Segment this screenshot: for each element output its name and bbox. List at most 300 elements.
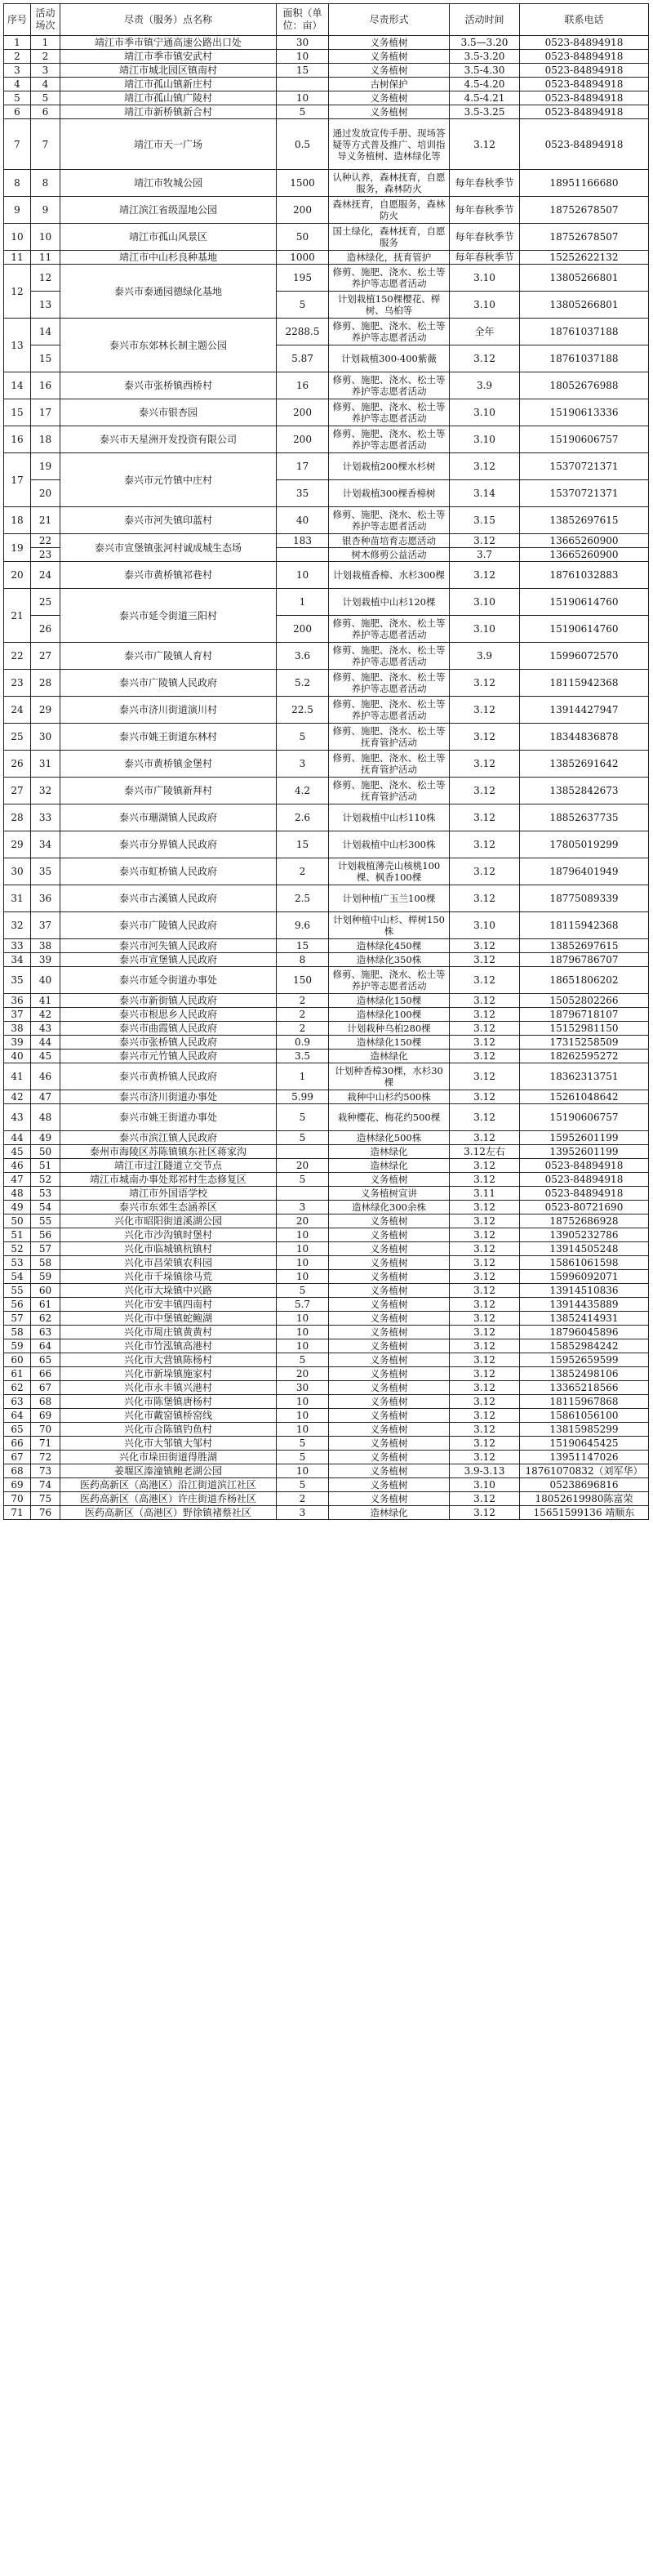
area-cell: 200 [277, 197, 329, 224]
table-row [4, 912, 649, 939]
session-cell: 21 [31, 507, 60, 534]
time-cell: 3.12 [450, 1409, 520, 1423]
location-cell: 泰兴市广陵镇人民政府 [60, 912, 277, 939]
area-cell: 10 [277, 1339, 329, 1353]
area-cell: 17 [277, 453, 329, 480]
area-cell: 10 [277, 562, 329, 589]
location-cell: 靖江市城南办事处郑祁村生态修复区 [60, 1173, 277, 1187]
area-cell: 10 [277, 1270, 329, 1284]
form-cell: 计划种香樟30棵，水杉30棵 [329, 1063, 450, 1090]
location-cell: 泰兴市泰通园德绿化基地 [60, 265, 277, 319]
phone-cell: 13852691642 [520, 751, 649, 778]
form-cell: 修剪、施肥、浇水、松土等养护等志愿者活动 [329, 967, 450, 994]
area-cell: 2.6 [277, 804, 329, 831]
seq-cell: 17 [4, 453, 31, 507]
time-cell: 3.12 [450, 831, 520, 858]
seq-cell: 21 [4, 589, 31, 643]
area-cell: 5 [277, 1173, 329, 1187]
area-cell: 2 [277, 994, 329, 1008]
time-cell: 3.12 [450, 562, 520, 589]
time-cell: 3.10 [450, 1478, 520, 1492]
form-cell: 计划栽种乌桕280棵 [329, 1022, 450, 1036]
area-cell: 2 [277, 858, 329, 885]
table-row [4, 453, 649, 480]
table-row [4, 1256, 649, 1270]
seq-cell: 69 [4, 1478, 31, 1492]
location-cell: 泰兴市银杏园 [60, 399, 277, 426]
form-cell: 修剪、施肥、浇水、松土等养护等志愿者活动 [329, 697, 450, 724]
form-cell: 计划种植广玉兰100棵 [329, 885, 450, 912]
session-cell: 45 [31, 1050, 60, 1063]
session-cell: 55 [31, 1214, 60, 1228]
area-cell: 3 [277, 1506, 329, 1520]
phone-cell: 13914510836 [520, 1284, 649, 1298]
table-row [4, 1506, 649, 1520]
form-cell: 造林绿化 [329, 1506, 450, 1520]
table-row [4, 36, 649, 50]
seq-cell: 34 [4, 953, 31, 967]
form-cell: 义务植树 [329, 1270, 450, 1284]
phone-cell: 0523-80721690 [520, 1201, 649, 1214]
location-cell: 泰兴市珊湖镇人民政府 [60, 804, 277, 831]
seq-cell: 14 [4, 372, 31, 399]
form-cell: 修剪、施肥、浇水、松土等养护等志愿者活动 [329, 616, 450, 643]
session-cell: 32 [31, 778, 60, 804]
area-cell: 10 [277, 1326, 329, 1339]
form-cell: 造林绿化150棵 [329, 1036, 450, 1050]
time-cell: 3.12 [450, 534, 520, 548]
volunteer-tree-planting-table [3, 3, 649, 1520]
location-cell: 靖江市城北园区镇南村 [60, 64, 277, 78]
header-area: 面积（单位：亩） [277, 4, 329, 36]
time-cell: 3.12 [450, 1312, 520, 1326]
form-cell: 计划种植中山杉、榉树150株 [329, 912, 450, 939]
phone-cell: 15190645425 [520, 1437, 649, 1451]
session-cell: 73 [31, 1464, 60, 1478]
form-cell: 义务植树 [329, 91, 450, 105]
form-cell: 义务植树 [329, 1395, 450, 1409]
seq-cell: 8 [4, 170, 31, 197]
session-cell: 41 [31, 994, 60, 1008]
session-cell: 61 [31, 1298, 60, 1312]
time-cell: 3.12 [450, 1395, 520, 1409]
form-cell: 义务植树 [329, 1173, 450, 1187]
form-cell: 义务植树 [329, 1214, 450, 1228]
seq-cell: 33 [4, 939, 31, 953]
time-cell: 3.12 [450, 1381, 520, 1395]
location-cell: 靖江市孤山镇广陵村 [60, 91, 277, 105]
table-row [4, 751, 649, 778]
area-cell: 15 [277, 939, 329, 953]
session-cell: 43 [31, 1022, 60, 1036]
time-cell: 3.14 [450, 480, 520, 507]
area-cell: 50 [277, 224, 329, 251]
location-cell: 兴化市千垛镇徐马荒 [60, 1270, 277, 1284]
form-cell: 义务植树 [329, 1423, 450, 1437]
phone-cell: 18761037188 [520, 319, 649, 345]
phone-cell: 18761032883 [520, 562, 649, 589]
phone-cell: 0523-84894918 [520, 105, 649, 119]
table-row [4, 1312, 649, 1326]
area-cell: 30 [277, 1381, 329, 1395]
session-cell: 53 [31, 1187, 60, 1201]
time-cell: 3.12 [450, 1298, 520, 1312]
table-row [4, 1228, 649, 1242]
session-cell: 33 [31, 804, 60, 831]
session-cell: 22 [31, 534, 60, 548]
seq-cell: 19 [4, 534, 31, 562]
time-cell: 每年春秋季节 [450, 224, 520, 251]
session-cell: 52 [31, 1173, 60, 1187]
table-row [4, 724, 649, 751]
area-cell: 5 [277, 1437, 329, 1451]
table-row [4, 1367, 649, 1381]
seq-cell: 45 [4, 1145, 31, 1159]
area-cell: 5 [277, 724, 329, 751]
phone-cell: 18796786707 [520, 953, 649, 967]
table-row [4, 1131, 649, 1145]
location-cell: 靖江市外国语学校 [60, 1187, 277, 1201]
area-cell: 200 [277, 616, 329, 643]
form-cell: 银杏种苗培育志愿活动 [329, 534, 450, 548]
phone-cell: 13665260900 [520, 534, 649, 548]
session-cell: 59 [31, 1270, 60, 1284]
form-cell: 造林绿化500株 [329, 1131, 450, 1145]
phone-cell: 13665260900 [520, 548, 649, 562]
time-cell: 3.12 [450, 670, 520, 697]
session-cell: 48 [31, 1104, 60, 1131]
seq-cell: 58 [4, 1326, 31, 1339]
time-cell: 3.12 [450, 1284, 520, 1298]
location-cell: 泰兴市河失镇印蓝村 [60, 507, 277, 534]
time-cell: 3.12左右 [450, 1145, 520, 1159]
table-row [4, 319, 649, 345]
phone-cell: 15952659599 [520, 1353, 649, 1367]
time-cell: 3.5-3.20 [450, 50, 520, 64]
phone-cell: 15852984242 [520, 1339, 649, 1353]
location-cell: 泰兴市张桥镇西桥村 [60, 372, 277, 399]
time-cell: 3.5-3.25 [450, 105, 520, 119]
phone-cell: 15996072570 [520, 643, 649, 670]
session-cell: 66 [31, 1367, 60, 1381]
location-cell: 泰兴市古溪镇人民政府 [60, 885, 277, 912]
form-cell: 造林绿化300余株 [329, 1201, 450, 1214]
phone-cell: 18344836878 [520, 724, 649, 751]
seq-cell: 56 [4, 1298, 31, 1312]
phone-cell: 18752678507 [520, 224, 649, 251]
form-cell: 造林绿化 [329, 1050, 450, 1063]
phone-cell: 15052802266 [520, 994, 649, 1008]
table-row [4, 1284, 649, 1298]
form-cell: 义务植树 [329, 1478, 450, 1492]
phone-cell: 13914435889 [520, 1298, 649, 1312]
area-cell: 10 [277, 1228, 329, 1242]
phone-cell: 15252622132 [520, 251, 649, 265]
location-cell: 泰兴市宣堡镇张河村诚成城生态场 [60, 534, 277, 562]
table-row [4, 507, 649, 534]
time-cell: 3.12 [450, 119, 520, 170]
table-row [4, 1173, 649, 1187]
seq-cell: 28 [4, 804, 31, 831]
phone-cell: 05238696816 [520, 1478, 649, 1492]
table-row [4, 1409, 649, 1423]
session-cell: 76 [31, 1506, 60, 1520]
location-cell: 靖江市新桥镇新合村 [60, 105, 277, 119]
phone-cell: 15651599136 靖顺东 [520, 1506, 649, 1520]
area-cell: 1 [277, 589, 329, 616]
phone-cell: 18052676988 [520, 372, 649, 399]
phone-cell: 0523-84894918 [520, 1187, 649, 1201]
time-cell: 3.5-4.30 [450, 64, 520, 78]
phone-cell: 15190613336 [520, 399, 649, 426]
form-cell: 国土绿化，森林抚育，自愿服务 [329, 224, 450, 251]
table-row [4, 1090, 649, 1104]
location-cell: 泰兴市姚王街道办事处 [60, 1104, 277, 1131]
time-cell: 3.15 [450, 507, 520, 534]
seq-cell: 70 [4, 1492, 31, 1506]
table-row [4, 1201, 649, 1214]
form-cell: 造林绿化100棵 [329, 1008, 450, 1022]
location-cell: 泰兴市曲霞镇人民政府 [60, 1022, 277, 1036]
table-row [4, 1381, 649, 1395]
table-row [4, 251, 649, 265]
session-cell: 71 [31, 1437, 60, 1451]
table-row [4, 1423, 649, 1437]
seq-cell: 65 [4, 1423, 31, 1437]
location-cell: 靖江市季市镇宁通高速公路出口处 [60, 36, 277, 50]
seq-cell: 54 [4, 1270, 31, 1284]
area-cell: 183 [277, 534, 329, 548]
phone-cell: 0523-84894918 [520, 36, 649, 50]
seq-cell: 49 [4, 1201, 31, 1214]
phone-cell: 15190606757 [520, 1104, 649, 1131]
time-cell: 3.12 [450, 751, 520, 778]
table-row [4, 1298, 649, 1312]
time-cell: 3.12 [450, 953, 520, 967]
table-row [4, 1214, 649, 1228]
time-cell: 每年春秋季节 [450, 170, 520, 197]
seq-cell: 61 [4, 1367, 31, 1381]
area-cell: 5 [277, 292, 329, 319]
phone-cell: 17315258509 [520, 1036, 649, 1050]
area-cell: 5 [277, 1284, 329, 1298]
form-cell: 计划栽植中山杉120棵 [329, 589, 450, 616]
location-cell: 兴化市沙沟镇时堡村 [60, 1228, 277, 1242]
form-cell: 计划栽植300棵香樟树 [329, 480, 450, 507]
phone-cell: 0523-84894918 [520, 1159, 649, 1173]
session-cell: 24 [31, 562, 60, 589]
phone-cell: 18951166680 [520, 170, 649, 197]
form-cell: 义务植树 [329, 1256, 450, 1270]
area-cell: 10 [277, 1423, 329, 1437]
area-cell: 5.87 [277, 345, 329, 372]
area-cell: 0.5 [277, 119, 329, 170]
time-cell: 3.12 [450, 1242, 520, 1256]
form-cell: 义务植树 [329, 1437, 450, 1451]
seq-cell: 22 [4, 643, 31, 670]
seq-cell: 5 [4, 91, 31, 105]
phone-cell: 13365218566 [520, 1381, 649, 1395]
form-cell: 造林绿化150棵 [329, 994, 450, 1008]
form-cell: 义务植树 [329, 64, 450, 78]
location-cell: 泰兴市分界镇人民政府 [60, 831, 277, 858]
seq-cell: 27 [4, 778, 31, 804]
area-cell: 5.7 [277, 1298, 329, 1312]
session-cell: 49 [31, 1131, 60, 1145]
session-cell: 56 [31, 1228, 60, 1242]
form-cell: 栽种樱花、梅花约500棵 [329, 1104, 450, 1131]
session-cell: 23 [31, 548, 60, 562]
table-row [4, 697, 649, 724]
phone-cell: 13852697615 [520, 507, 649, 534]
location-cell: 兴化市安丰镇四南村 [60, 1298, 277, 1312]
seq-cell: 35 [4, 967, 31, 994]
seq-cell: 48 [4, 1187, 31, 1201]
seq-cell: 46 [4, 1159, 31, 1173]
session-cell: 10 [31, 224, 60, 251]
seq-cell: 71 [4, 1506, 31, 1520]
area-cell: 1000 [277, 251, 329, 265]
session-cell: 42 [31, 1008, 60, 1022]
session-cell: 3 [31, 64, 60, 78]
form-cell: 义务植树 [329, 1381, 450, 1395]
seq-cell: 44 [4, 1131, 31, 1145]
location-cell: 靖江市季市镇安武村 [60, 50, 277, 64]
table-row [4, 534, 649, 548]
area-cell: 40 [277, 507, 329, 534]
form-cell: 修剪、施肥、浇水、松土等抚育管护活动 [329, 724, 450, 751]
table-row [4, 1326, 649, 1339]
area-cell: 10 [277, 1395, 329, 1409]
time-cell: 3.5—3.20 [450, 36, 520, 50]
seq-cell: 2 [4, 50, 31, 64]
time-cell: 3.12 [450, 1256, 520, 1270]
session-cell: 37 [31, 912, 60, 939]
form-cell: 义务植树 [329, 1353, 450, 1367]
time-cell: 3.12 [450, 1492, 520, 1506]
session-cell: 51 [31, 1159, 60, 1173]
session-cell: 69 [31, 1409, 60, 1423]
seq-cell: 9 [4, 197, 31, 224]
seq-cell: 47 [4, 1173, 31, 1187]
seq-cell: 23 [4, 670, 31, 697]
time-cell: 4.5-4.21 [450, 91, 520, 105]
table-row [4, 589, 649, 616]
time-cell: 3.7 [450, 548, 520, 562]
table-row [4, 399, 649, 426]
seq-cell: 24 [4, 697, 31, 724]
form-cell: 义务植树 [329, 1228, 450, 1242]
time-cell: 3.11 [450, 1187, 520, 1201]
phone-cell: 18115942368 [520, 670, 649, 697]
form-cell: 义务植树 [329, 1312, 450, 1326]
area-cell: 3.5 [277, 1050, 329, 1063]
location-cell: 泰兴市延令街道办事处 [60, 967, 277, 994]
time-cell: 3.12 [450, 1008, 520, 1022]
seq-cell: 32 [4, 912, 31, 939]
phone-cell: 18651806202 [520, 967, 649, 994]
location-cell: 医药高新区（高港区）沿江街道滨江社区 [60, 1478, 277, 1492]
form-cell: 认种认养，森林抚育，自愿服务，森林防火 [329, 170, 450, 197]
session-cell: 1 [31, 36, 60, 50]
seq-cell: 59 [4, 1339, 31, 1353]
area-cell: 2 [277, 1492, 329, 1506]
session-cell: 5 [31, 91, 60, 105]
seq-cell: 4 [4, 78, 31, 91]
table-row [4, 197, 649, 224]
form-cell: 计划栽植200棵水杉树 [329, 453, 450, 480]
seq-cell: 20 [4, 562, 31, 589]
phone-cell: 18752678507 [520, 197, 649, 224]
phone-cell: 13805266801 [520, 292, 649, 319]
form-cell: 造林绿化，抚育管护 [329, 251, 450, 265]
session-cell: 20 [31, 480, 60, 507]
phone-cell: 0523-84894918 [520, 91, 649, 105]
area-cell: 20 [277, 1214, 329, 1228]
header-time: 活动时间 [450, 4, 520, 36]
area-cell: 10 [277, 91, 329, 105]
session-cell: 70 [31, 1423, 60, 1437]
seq-cell: 6 [4, 105, 31, 119]
time-cell: 3.12 [450, 1451, 520, 1464]
form-cell: 修剪、施肥、浇水、松土等养护等志愿者活动 [329, 372, 450, 399]
table-row [4, 1492, 649, 1506]
location-cell: 靖江滨江省级湿地公园 [60, 197, 277, 224]
session-cell: 67 [31, 1381, 60, 1395]
form-cell: 古树保护 [329, 78, 450, 91]
time-cell: 3.12 [450, 994, 520, 1008]
form-cell: 修剪、施肥、浇水、松土等养护等志愿者活动 [329, 319, 450, 345]
table-row [4, 105, 649, 119]
seq-cell: 40 [4, 1050, 31, 1063]
location-cell: 泰兴市济川街道办事处 [60, 1090, 277, 1104]
location-cell: 泰兴市张桥镇人民政府 [60, 1036, 277, 1050]
time-cell: 3.12 [450, 967, 520, 994]
form-cell: 义务植树 [329, 1492, 450, 1506]
location-cell: 兴化市垛田街道得胜湖 [60, 1451, 277, 1464]
phone-cell: 0523-84894918 [520, 64, 649, 78]
area-cell [277, 1145, 329, 1159]
time-cell: 3.12 [450, 939, 520, 953]
session-cell: 12 [31, 265, 60, 292]
time-cell: 3.12 [450, 1104, 520, 1131]
area-cell: 3 [277, 751, 329, 778]
seq-cell: 12 [4, 265, 31, 319]
location-cell: 泰兴市广陵镇人民政府 [60, 670, 277, 697]
phone-cell: 18362313751 [520, 1063, 649, 1090]
time-cell: 3.12 [450, 804, 520, 831]
seq-cell: 66 [4, 1437, 31, 1451]
area-cell: 30 [277, 36, 329, 50]
phone-cell: 13905232786 [520, 1228, 649, 1242]
phone-cell: 18052619980陈富荣 [520, 1492, 649, 1506]
phone-cell: 13815985299 [520, 1423, 649, 1437]
session-cell: 4 [31, 78, 60, 91]
seq-cell: 10 [4, 224, 31, 251]
session-cell: 64 [31, 1339, 60, 1353]
phone-cell: 0523-84894918 [520, 119, 649, 170]
area-cell: 10 [277, 1242, 329, 1256]
session-cell: 46 [31, 1063, 60, 1090]
header-seq: 序号 [4, 4, 31, 36]
location-cell: 兴化市大营镇陈杨村 [60, 1353, 277, 1367]
session-cell: 75 [31, 1492, 60, 1506]
area-cell: 22.5 [277, 697, 329, 724]
seq-cell: 51 [4, 1228, 31, 1242]
session-cell: 57 [31, 1242, 60, 1256]
time-cell: 3.12 [450, 1063, 520, 1090]
session-cell: 26 [31, 616, 60, 643]
